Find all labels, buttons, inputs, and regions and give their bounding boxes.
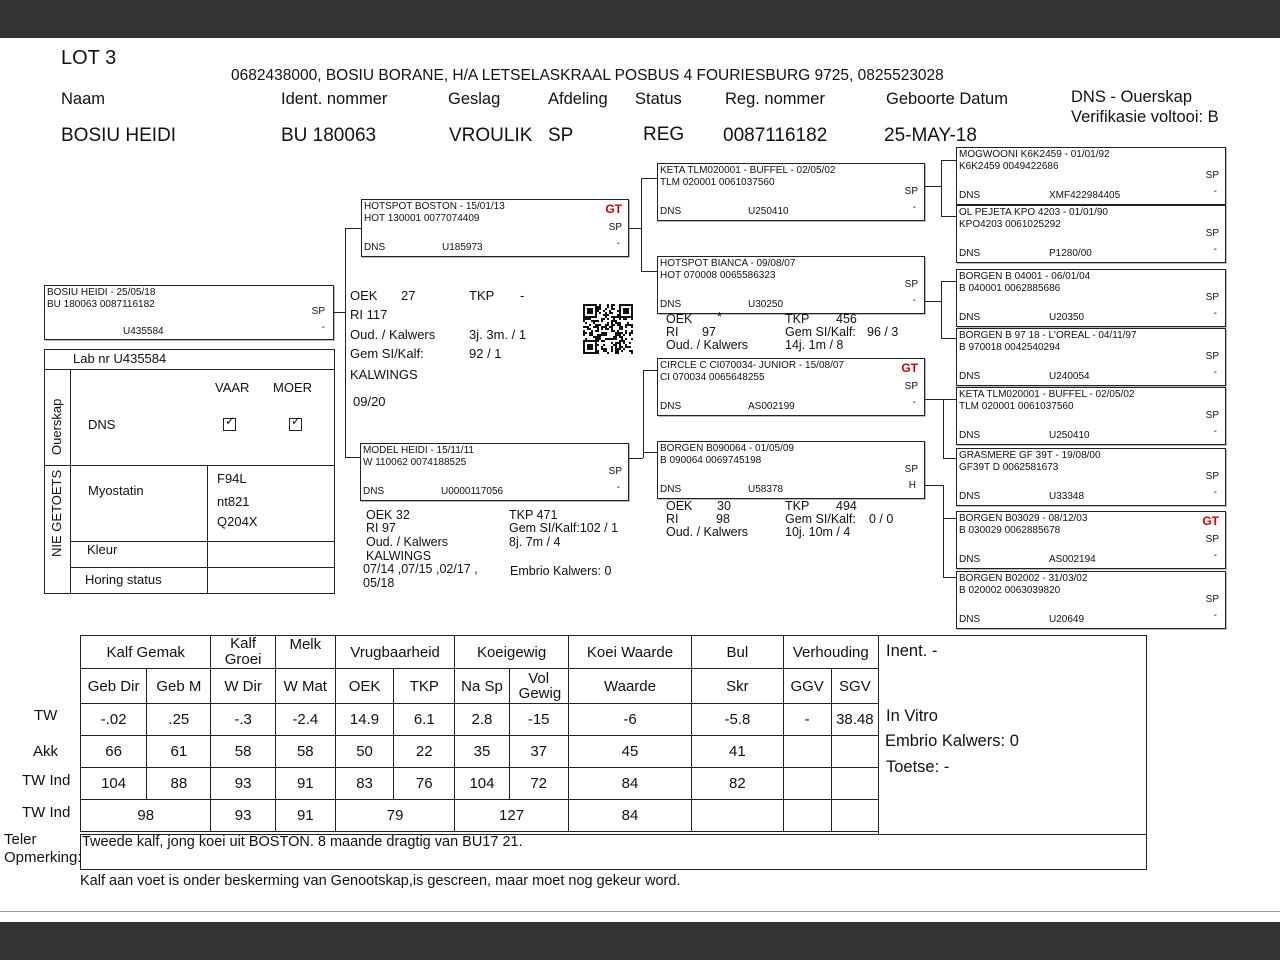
pedigree-sp: SP [1205,471,1219,482]
pedigree-status: - [1213,244,1217,255]
sub-cell: Geb Dir [81,669,147,704]
damsire-gem-value: 0 / 0 [869,512,894,526]
value-cell: -.3 [211,704,275,736]
pedigree-status: - [1213,186,1217,197]
group-bul: Bul [692,636,783,669]
value-cell: 6.1 [394,704,455,736]
pedigree-title: MODEL HEIDI - 15/11/11 [363,445,474,456]
value-cell: .25 [147,704,211,736]
dam-kalwings-value-2: 05/18 [363,576,395,590]
society-logo-icon: GT [1202,514,1219,528]
pedigree-title: OL PEJETA KPO 4203 - 01/01/90 [959,207,1108,218]
sub-cell: TKP [394,669,455,704]
animal-geslag: VROULIK [449,125,533,146]
pedigree-sp: SP [1205,410,1219,421]
value-cell: 61 [147,736,211,768]
row-label-tw: TW [34,707,58,724]
row-label-akk: Akk [33,743,59,760]
self-code: U435584 [123,326,164,337]
vaar-checkbox [223,418,236,431]
inent-text: Inent. - [886,642,938,660]
pedigree-status: - [912,397,916,408]
pedigree-box [657,441,925,499]
pedigree-sp: SP [608,466,622,477]
society-logo-icon: GT [605,202,622,216]
pedigree-status: - [616,238,620,249]
moer-label: MOER [273,380,312,395]
value-cell: 104 [455,768,509,800]
self-kalwings-value: 09/20 [353,394,386,409]
pedigree-box [956,269,1226,327]
pedigree-sp: SP [1205,594,1219,605]
pedigree-title: KETA TLM020001 - BUFFEL - 02/05/02 [959,389,1135,400]
value-cell: 88 [147,768,211,800]
pedigree-box [657,163,925,221]
pedigree-status: H [908,480,916,491]
damsire-oek-value: 30 [717,499,731,513]
value-cell: -5.8 [692,704,783,736]
value-cell: 104 [81,768,147,800]
damsire-oud-value: 10j. 10m / 4 [785,525,851,539]
pedigree-sp: SP [1205,228,1219,239]
value-cell: 50 [335,736,393,768]
pedigree-code: U58378 [748,484,784,495]
label-naam: Naam [61,90,106,108]
ind2-vrug: 79 [335,800,454,832]
self-oud-label: Oud. / Kalwers [350,327,436,342]
pedigree-id: B 020002 0063039820 [959,585,1061,596]
owner-line: 0682438000, BOSIU BORANE, H/A LETSELASKRAAL POSBUS 4 FOURIESBURG 9725, 0825523028 [231,67,944,84]
pedigree-id: KPO4203 0061025292 [959,219,1061,230]
sub-cell: Geb M [147,669,211,704]
label-geboorte: Geboorte Datum [886,90,1008,108]
pedigree-status: - [912,295,916,306]
pedigree-code: AS002194 [1049,554,1096,565]
animal-name: BOSIU HEIDI [61,125,177,146]
damsire-gem-label: Gem SI/Kalf: [785,512,856,526]
sub-cell: Skr [692,669,783,704]
pedigree-sp: SP [904,464,918,475]
dns-title: DNS - Ouerskap [1071,88,1193,106]
damsire-ri-label: RI [666,512,679,526]
pedigree-code: U250410 [748,206,789,217]
pedigree-id: TLM 020001 0061037560 [959,401,1074,412]
dam-gem: Gem SI/Kalf:102 / 1 [509,521,619,535]
group-koeigewig: Koeigewig [455,636,568,669]
pedigree-dns: DNS [660,401,682,412]
value-cell: -2.4 [275,704,335,736]
value-cell: - [783,704,831,736]
pedigree-sp: SP [608,222,622,233]
pedigree-id: GF39T D 0062581673 [959,462,1059,473]
ind2-waarde: 84 [568,800,691,832]
value-cell [831,736,878,768]
damsire-tkp-value: 494 [836,499,857,513]
value-cell [783,736,831,768]
value-cell: 38.48 [831,704,878,736]
dam-oud-label: Oud. / Kalwers [366,535,448,549]
pedigree-dns: DNS [959,430,981,441]
group-verhouding: Verhouding [783,636,878,669]
pedigree-id: B 030029 0062885678 [959,525,1061,536]
lab-number: Lab nr U435584 [73,351,167,366]
value-cell: 41 [692,736,783,768]
row-label-tw-ind-2: TW Ind [22,804,71,821]
breeding-values-table [80,635,879,832]
sire-oek-value: * [717,310,722,324]
pedigree-status: - [1213,487,1217,498]
ind2-bul [692,800,783,832]
value-cell: 2.8 [455,704,509,736]
dns-row-label: DNS [88,417,116,432]
pedigree-code: U33348 [1049,491,1085,502]
opmerking-label: Opmerking: [4,849,82,866]
vaar-label: VAAR [215,380,250,395]
sub-cell: W Dir [211,669,275,704]
ind2-koei: 127 [455,800,568,832]
sub-cell: Na Sp [455,669,509,704]
group-kalf-gemak: Kalf Gemak [81,636,211,669]
nie-getoets-label: NIE GETOETS [49,469,64,557]
ind2-kalf: 98 [81,800,211,832]
pedigree-dns: DNS [959,614,981,625]
pedigree-id: B 970018 0042540294 [959,342,1061,353]
pedigree-code: P1280/00 [1049,248,1092,259]
myostatin-label: Myostatin [88,483,144,498]
value-cell: 72 [509,768,568,800]
pedigree-status: - [616,482,620,493]
pedigree-title: HOTSPOT BIANCA - 09/08/07 [660,258,796,269]
self-pedigree-box [44,285,334,340]
pedigree-box [360,443,629,501]
pedigree-dns: DNS [660,299,682,310]
group-vrugbaarheid: Vrugbaarheid [335,636,454,669]
sire-gem-value: 96 / 3 [867,325,899,339]
self-tkp-value: - [520,288,525,303]
pedigree-box [361,199,629,257]
pedigree-dns: DNS [660,484,682,495]
damsire-oud-label: Oud. / Kalwers [666,525,748,539]
sire-ri-label: RI [666,325,679,339]
pedigree-title: HOTSPOT BOSTON - 15/01/13 [364,201,505,212]
pedigree-title: CIRCLE C CI070034- JUNIOR - 15/08/07 [660,360,844,371]
myostatin-value-2: nt821 [217,494,250,509]
pedigree-code: AS002199 [748,401,795,412]
top-bar [0,0,1280,38]
animal-geboorte: 25-MAY-18 [884,125,977,146]
pedigree-title: GRASMERE GF 39T - 19/08/00 [959,450,1101,461]
kleur-label: Kleur [87,542,118,557]
sub-cell: Waarde [568,669,691,704]
pedigree-id: TLM 020001 0061037560 [660,177,775,188]
sire-tkp-value: 456 [836,312,857,326]
self-oek-value: 27 [401,288,416,303]
society-logo-icon: GT [901,361,918,375]
self-title: BOSIU HEIDI - 25/05/18 [47,287,156,298]
group-koei-waarde: Koei Waarde [568,636,691,669]
teler-label: Teler [4,831,37,848]
pedigree-code: U20350 [1049,312,1085,323]
moer-checkbox [289,418,302,431]
value-cell: 14.9 [335,704,393,736]
pedigree-title: BORGEN B03029 - 08/12/03 [959,513,1088,524]
pedigree-code: U240054 [1049,371,1090,382]
sire-oud-value: 14j. 1m / 8 [785,338,844,352]
sub-cell: GGV [783,669,831,704]
pedigree-status: - [1213,367,1217,378]
self-dash: - [321,322,325,333]
dam-oud-value: 8j. 7m / 4 [509,535,561,549]
value-cell [831,768,878,800]
row-label-tw-ind: TW Ind [22,772,71,789]
pedigree-title: BORGEN B090064 - 01/05/09 [660,443,794,454]
sub-cell: W Mat [275,669,335,704]
animal-status: REG [643,124,685,145]
sub-cell: OEK [335,669,393,704]
sub-cell: SGV [831,669,878,704]
pedigree-box [956,205,1226,263]
pedigree-id: B 090064 0069745198 [660,455,762,466]
value-cell: 35 [455,736,509,768]
self-gem-label: Gem SI/Kalf: [350,346,424,361]
group-kalf-groei [211,636,275,669]
sire-ri-value: 97 [702,325,716,339]
dam-kalwings-label: KALWINGS [366,549,432,563]
pedigree-id: B 040001 0062885686 [959,283,1061,294]
pedigree-sp: SP [904,279,918,290]
footer-note: Kalf aan voet is onder beskerming van Genootskap,is gescreen, maar moet nog gekeur word. [80,873,681,889]
sub-cell [509,669,568,704]
sire-gem-label: Gem SI/Kalf: [785,325,856,339]
pedigree-title: KETA TLM020001 - BUFFEL - 02/05/02 [660,165,836,176]
value-cell: 93 [211,768,275,800]
value-cell: -6 [568,704,691,736]
sub-vol-gewig: Vol Gewig [518,670,562,702]
label-ident: Ident. nommer [281,90,388,108]
pedigree-title: MOGWOONI K6K2459 - 01/01/92 [959,149,1110,160]
pedigree-dns: DNS [959,491,981,502]
pedigree-box [956,328,1226,386]
dam-kalwings-value-1: 07/14 ,07/15 ,02/17 , [363,562,478,576]
self-oek-label: OEK [350,288,378,303]
remark-text: Tweede kalf, jong koei uit BOSTON. 8 maande dragtig van BU17 21. [82,834,523,850]
dam-embrio: Embrio Kalwers: 0 [510,564,612,578]
ind2-sgv [831,800,878,832]
qr-code-icon [582,303,635,356]
pedigree-code: U30250 [748,299,784,310]
pedigree-code: U0000117056 [441,486,504,497]
pedigree-id: HOT 070008 0065586323 [660,270,776,281]
self-ri: RI 117 [350,307,388,322]
pedigree-dns: DNS [959,554,981,565]
horing-label: Horing status [85,572,162,587]
value-cell: 58 [211,736,275,768]
dam-oek: OEK 32 [366,508,410,522]
pedigree-status: - [1213,550,1217,561]
ind2-ggv [783,800,831,832]
pedigree-id: K6K2459 0049422686 [959,161,1059,172]
animal-ident: BU 180063 [281,125,377,146]
ind2-groei: 93 [211,800,275,832]
dns-verification: Verifikasie voltooi: B [1071,108,1219,126]
pedigree-code: U185973 [442,242,483,253]
self-oud-value: 3j. 3m. / 1 [469,327,527,342]
pedigree-box [956,147,1226,205]
label-afdeling: Afdeling [548,90,608,108]
self-id: BU 180063 0087116182 [47,299,155,310]
pedigree-box [956,387,1226,445]
pedigree-dns: DNS [364,242,386,253]
damsire-oek-label: OEK [666,499,693,513]
self-sp: SP [311,306,325,317]
myostatin-value-3: Q204X [217,514,258,529]
toetse-text: Toetse: - [886,758,950,776]
pedigree-status: - [1213,308,1217,319]
pedigree-dns: DNS [959,190,981,201]
myostatin-value-1: F94L [217,471,247,486]
group-kalf-groei-text: Kalf Groei [224,635,262,668]
self-tkp-label: TKP [469,288,495,303]
pedigree-id: W 110062 0074188525 [363,457,467,468]
pedigree-sp: SP [1205,292,1219,303]
dam-tkp: TKP 471 [509,508,558,522]
pedigree-dns: DNS [363,486,385,497]
ind2-melk: 91 [275,800,335,832]
damsire-tkp-label: TKP [785,499,810,513]
pedigree-box [657,358,925,416]
value-cell: 37 [509,736,568,768]
pedigree-dns: DNS [959,371,981,382]
value-cell: 22 [394,736,455,768]
pedigree-sp: SP [1205,534,1219,545]
pedigree-dns: DNS [959,312,981,323]
pedigree-code: U20649 [1049,614,1085,625]
lot-number: LOT 3 [61,47,117,69]
label-reg: Reg. nommer [725,90,825,108]
group-melk: Melk [275,636,335,669]
pedigree-status: - [1213,610,1217,621]
value-cell: 45 [568,736,691,768]
bottom-rule [0,911,1280,912]
pedigree-box [657,256,925,314]
pedigree-sp: SP [1205,170,1219,181]
value-cell: 91 [275,768,335,800]
dam-ri: RI 97 [366,521,396,535]
pedigree-sp: SP [904,381,918,392]
value-cell: 82 [692,768,783,800]
sire-tkp-label: TKP [785,312,810,326]
pedigree-id: CI 070034 0065648255 [660,372,765,383]
value-cell: 66 [81,736,147,768]
damsire-ri-value: 98 [716,512,730,526]
pedigree-box [956,511,1226,569]
value-cell: 58 [275,736,335,768]
value-cell: 76 [394,768,455,800]
self-gem-value: 92 / 1 [469,346,502,361]
pedigree-dns: DNS [660,206,682,217]
value-cell: -15 [509,704,568,736]
pedigree-sp: SP [904,186,918,197]
animal-reg: 0087116182 [723,125,828,146]
label-status: Status [635,90,682,108]
pedigree-status: - [912,202,916,213]
pedigree-code: U250410 [1049,430,1090,441]
pedigree-box [956,448,1226,506]
pedigree-code: XMF422984405 [1049,190,1121,201]
pedigree-id: HOT 130001 0077074409 [364,213,480,224]
pedigree-status: - [1213,426,1217,437]
embrio-text: Embrio Kalwers: 0 [885,732,1019,750]
animal-afdeling: SP [548,125,574,146]
sire-oud-label: Oud. / Kalwers [666,338,748,352]
self-kalwings-label: KALWINGS [350,367,418,382]
value-cell: 83 [335,768,393,800]
pedigree-box [956,571,1226,629]
pedigree-sp: SP [1205,351,1219,362]
pedigree-dns: DNS [959,248,981,259]
sire-oek-label: OEK [666,312,693,326]
ouerskap-label: Ouerskap [49,398,64,455]
label-geslag: Geslag [448,90,501,108]
bottom-bar [0,922,1280,960]
value-cell [783,768,831,800]
value-cell: 84 [568,768,691,800]
value-cell: -.02 [81,704,147,736]
invitro-text: In Vitro [886,707,938,725]
pedigree-title: BORGEN B 97 18 - L'OREAL - 04/11/97 [959,330,1137,341]
pedigree-title: BORGEN B02002 - 31/03/02 [959,573,1088,584]
pedigree-title: BORGEN B 04001 - 06/01/04 [959,271,1091,282]
